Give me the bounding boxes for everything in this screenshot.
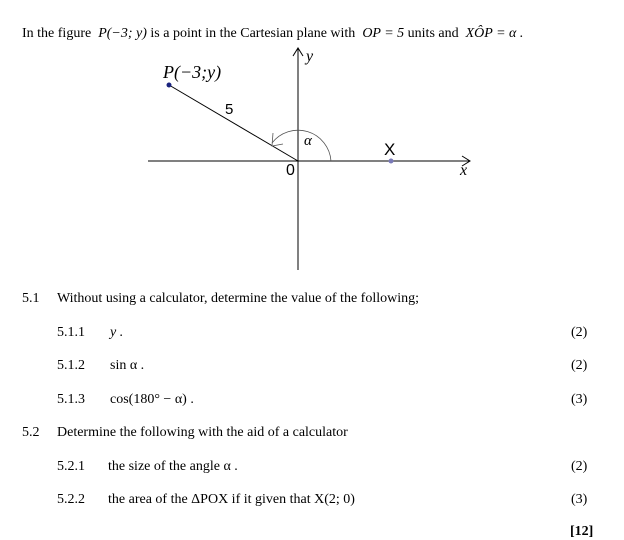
y-axis-label: y (306, 48, 314, 65)
q52-number: 5.2 (22, 425, 40, 440)
intro-units: units and (407, 26, 459, 41)
intro-angle: XÔP = α . (465, 26, 524, 41)
point-p (167, 83, 172, 88)
q521-marks: (2) (571, 459, 588, 474)
intro-middle: is a point in the Cartesian plane with (150, 26, 356, 41)
q511-marks: (2) (571, 325, 588, 340)
p-label: P(−3;y) (163, 62, 222, 82)
x-axis-label: x (460, 162, 468, 179)
x-point-label: X (384, 140, 396, 159)
q522-marks: (3) (571, 492, 588, 507)
angle-arc (272, 130, 331, 161)
segment-op (169, 85, 298, 161)
q51-text: Without using a calculator, determine the value of the following; (57, 291, 419, 306)
q521-text: the size of the angle α . (108, 459, 238, 474)
total-marks: [12] (570, 524, 594, 539)
q52-text: Determine the following with the aid of a calculator (57, 425, 348, 440)
q51-number: 5.1 (22, 291, 40, 306)
q511-text: y . (110, 325, 124, 340)
q522-text: the area of the ΔPOX if it given that X(2; 0) (108, 492, 355, 507)
q513-marks: (3) (571, 392, 588, 407)
q512-number: 5.1.2 (57, 358, 85, 373)
alpha-label: α (304, 133, 312, 149)
intro-prefix: In the figure (22, 26, 92, 41)
intro-op: OP = 5 (362, 26, 405, 41)
q512-marks: (2) (571, 358, 588, 373)
q522-number: 5.2.2 (57, 492, 85, 507)
q512-text: sin α . (110, 358, 145, 373)
q511-number: 5.1.1 (57, 325, 85, 340)
origin-label: 0 (286, 162, 295, 179)
q513-number: 5.1.3 (57, 392, 85, 407)
q521-number: 5.2.1 (57, 459, 85, 474)
q513-text: cos(180° − α) . (110, 392, 194, 407)
intro-point: P(−3; y) (98, 26, 147, 41)
length-label: 5 (225, 101, 234, 118)
